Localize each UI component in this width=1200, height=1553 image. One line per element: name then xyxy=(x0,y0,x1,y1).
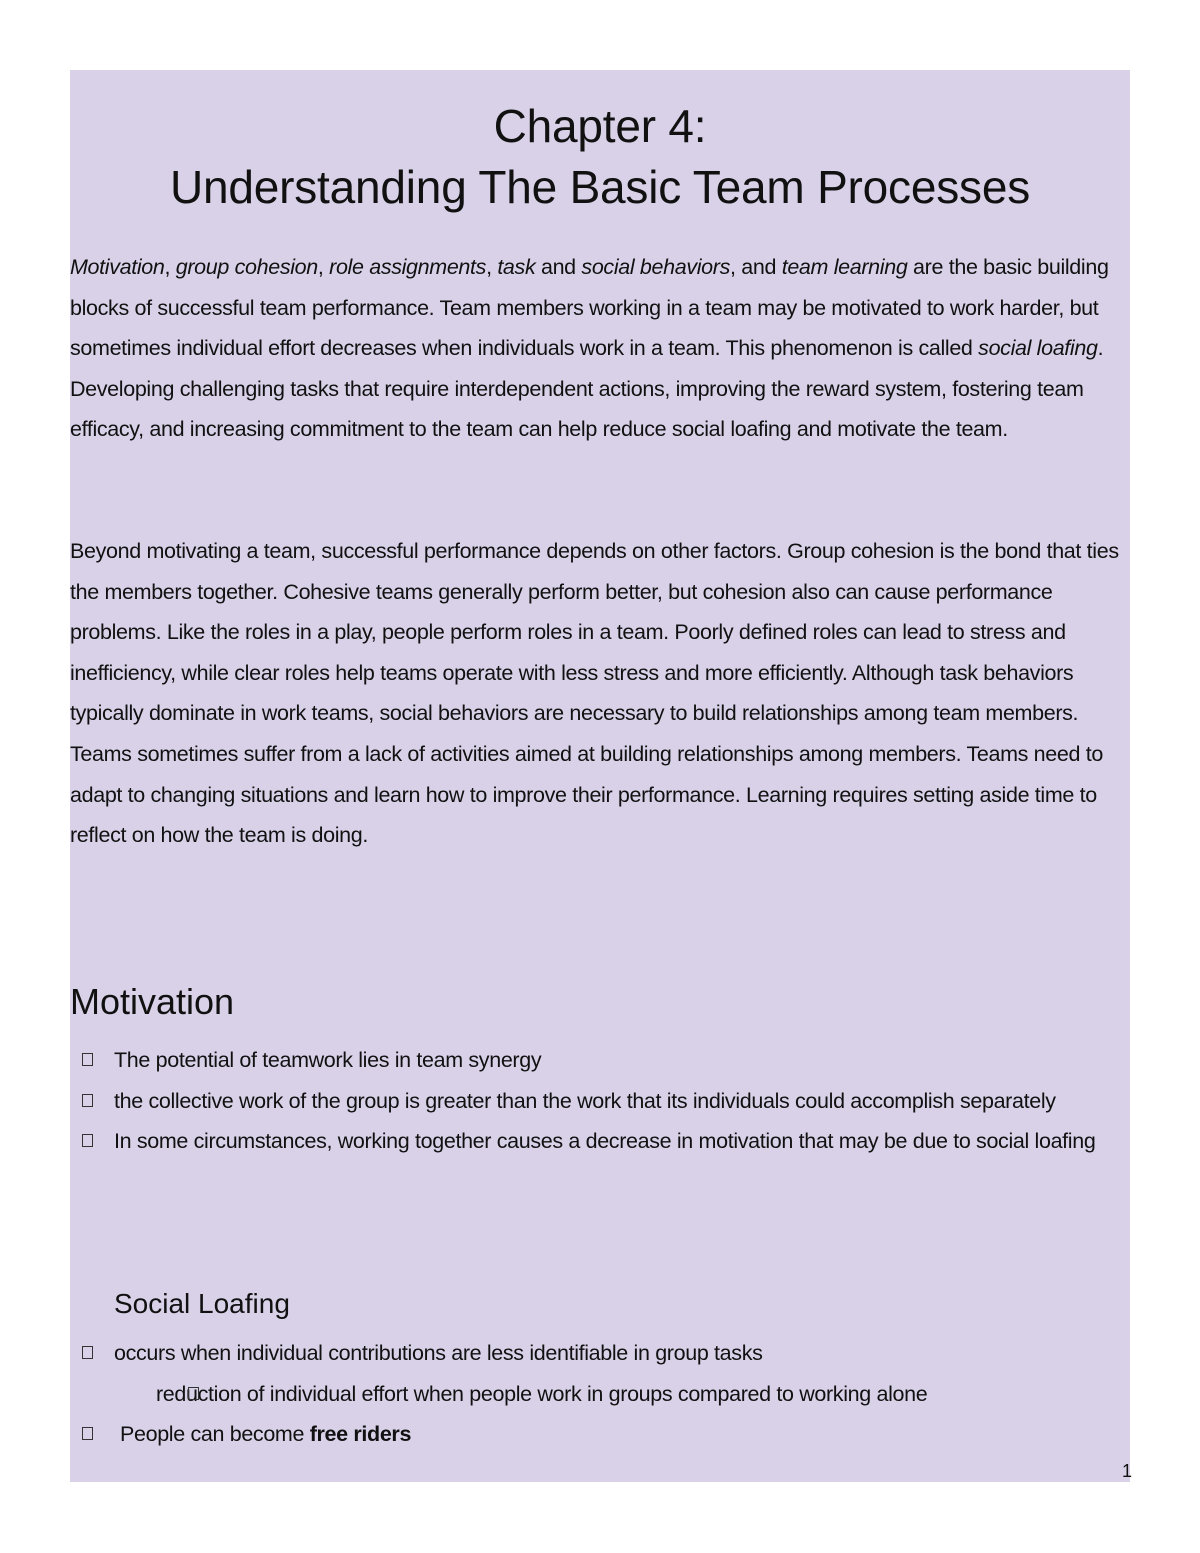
motivation-bullet-list xyxy=(70,1040,1130,1162)
term-group-cohesion: group cohesion xyxy=(175,255,318,279)
square-bullet-icon xyxy=(188,1387,199,1400)
page-number: 1 xyxy=(1121,1461,1132,1481)
list-item xyxy=(70,1040,1130,1081)
section-heading-motivation: Motivation xyxy=(70,981,235,1022)
square-bullet-icon xyxy=(82,1134,93,1147)
subheading-social-loafing: Social Loafing xyxy=(114,1288,290,1319)
term-social-loafing: social loafing xyxy=(978,336,1098,361)
text-run: , xyxy=(317,255,330,279)
list-item-text: the collective work of the group is greater than the work that its individuals could accomplish separately xyxy=(114,1088,1056,1113)
list-item xyxy=(70,1414,1130,1455)
chapter-name: Understanding The Basic Team Processes xyxy=(169,161,1031,213)
chapter-title xyxy=(70,96,1130,218)
text-run: People can become xyxy=(120,1422,310,1447)
list-item-text: In some circumstances, working together causes a decrease in motivation that may be due to social loafing xyxy=(114,1129,1096,1154)
square-bullet-icon xyxy=(82,1427,93,1440)
text-run: and xyxy=(535,255,582,279)
intro-paragraph-1 xyxy=(70,247,1134,450)
square-bullet-icon xyxy=(82,1346,93,1359)
list-item xyxy=(70,1333,1130,1374)
text-run: are the basic building blocks of successful team performance. Team members working in a team may be motivated to work harder, but sometimes individual effort decreases when individuals work in a team. This phenomenon is called xyxy=(70,255,1109,361)
square-bullet-icon xyxy=(82,1094,93,1107)
term-social-behaviors: social behaviors xyxy=(581,255,730,279)
intro-paragraph-2: Beyond motivating a team, successful performance depends on other factors. Group cohesion is the bond that ties the members together. Cohesive teams generally perform better, but cohesion also can cause performance problems. Like the roles in a play, people perform roles in a team. Poorly defined roles can lead to stress and inefficiency, while clear roles help teams operate with less stress and more efficiently. Although task behaviors typically dominate in work teams, social behaviors are necessary to build relationships among team members. Teams sometimes suffer from a lack of activities aimed at building relationships among members. Teams need to adapt to changing situations and learn how to improve their performance. Learning requires setting aside time to reflect on how the team is doing. xyxy=(70,539,1119,848)
text-run: . Developing challenging tasks that require interdependent actions, improving the reward system, fostering team efficacy, and increasing commitment to the team can help reduce social loafing and motivate the team. xyxy=(70,336,1104,442)
term-role-assignments: role assignments xyxy=(329,255,487,279)
term-task: task xyxy=(497,255,536,279)
list-item-text: The potential of teamwork lies in team synergy xyxy=(114,1048,542,1072)
text-run: , and xyxy=(730,255,782,279)
list-item-text: reduction of individual effort when people work in groups compared to working alone xyxy=(156,1381,928,1406)
chapter-number: Chapter 4: xyxy=(493,100,707,152)
term-motivation: Motivation xyxy=(70,255,165,279)
square-bullet-icon xyxy=(82,1053,93,1066)
social-loafing-bullet-list xyxy=(70,1333,1130,1455)
list-item-nested xyxy=(70,1374,1130,1415)
list-item xyxy=(70,1121,1130,1162)
list-item-text: occurs when individual contributions are less identifiable in group tasks xyxy=(114,1341,763,1365)
list-item-text xyxy=(114,1422,411,1446)
term-team-learning: team learning xyxy=(781,255,908,279)
text-run: , xyxy=(164,255,176,279)
list-item xyxy=(70,1081,1130,1122)
term-free-riders: free riders xyxy=(309,1422,412,1447)
text-run: , xyxy=(486,255,498,279)
